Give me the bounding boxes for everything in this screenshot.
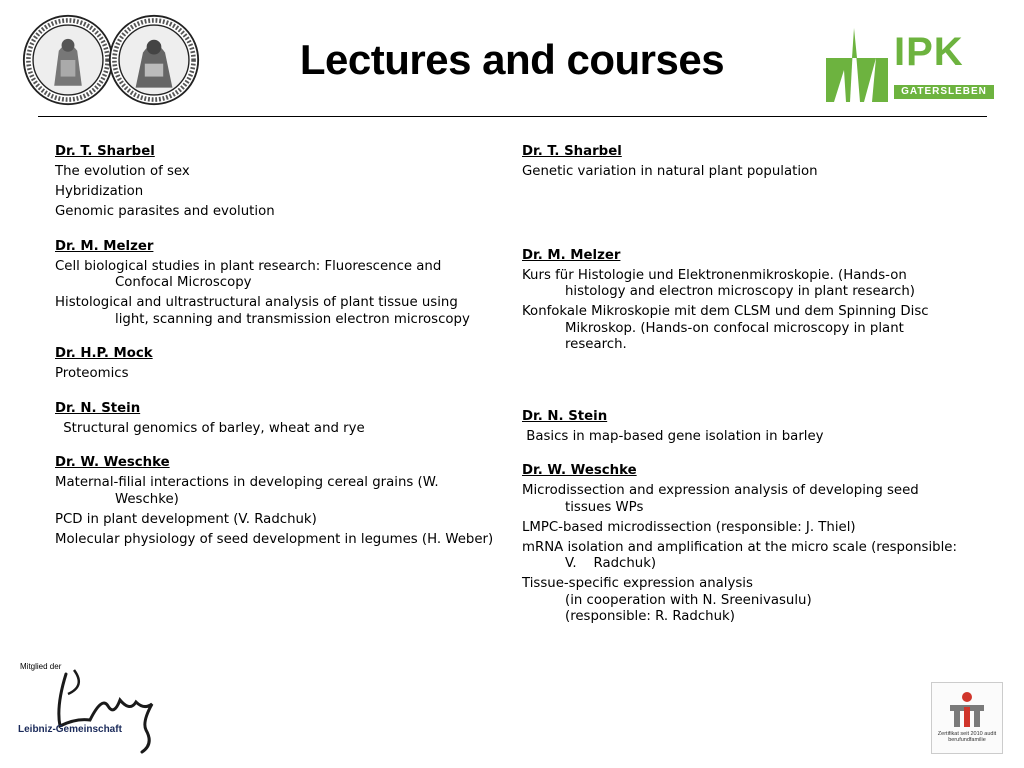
- course-item: Genetic variation in natural plant population: [522, 164, 818, 179]
- lecturer-name: Dr. M. Melzer: [522, 247, 621, 263]
- ipk-logo-text: IPK: [894, 30, 964, 74]
- lecturer-group-sharbel: [522, 144, 962, 181]
- course-item: Basics in map-based gene isolation in barley: [522, 428, 824, 444]
- leibniz-name: Leibniz-Gemeinschaft: [18, 724, 122, 735]
- lecturer-name: Dr. W. Weschke: [55, 455, 170, 470]
- lecturer-group-weschke: [522, 463, 962, 626]
- ipk-logo-subtitle: GATERSLEBEN: [894, 85, 994, 99]
- header-divider: [38, 116, 987, 117]
- audit-certificate-logo: [931, 682, 1003, 754]
- course-item: Tissue-specific expression analysis: [522, 576, 753, 591]
- page-title: Lectures and courses: [299, 36, 725, 83]
- course-item: PCD in plant development (V. Radchuk): [55, 511, 317, 527]
- lecturer-group-mock: [55, 346, 495, 383]
- course-item: Proteomics: [55, 366, 129, 381]
- lecturer-group-weschke: [55, 455, 495, 548]
- lecturer-group-melzer: [55, 239, 495, 329]
- course-item: Cell biological studies in plant research: Fluorescence and Confocal Microscopy: [55, 258, 442, 290]
- lecturer-name: Dr. N. Stein: [522, 408, 608, 424]
- course-item: The evolution of sex: [55, 164, 190, 179]
- lecturer-name: Dr. N. Stein: [55, 400, 141, 416]
- lecturer-name: Dr. T. Sharbel: [522, 144, 622, 159]
- course-item: Hybridization: [55, 184, 144, 199]
- course-item: Histological and ultrastructural analysis of plant tissue using light, scanning and transmission electron microscopy: [55, 295, 470, 327]
- grass-icon: [824, 28, 894, 104]
- course-item: Kurs für Histologie und Elektronenmikroskopie. (Hands-on histology and electron microscopy in plant research): [522, 267, 915, 299]
- lecturer-group-melzer: [522, 248, 962, 354]
- family-audit-icon: [946, 689, 988, 729]
- lecturer-name: Dr. T. Sharbel: [55, 144, 155, 159]
- course-item: Konfokale Mikroskopie mit dem CLSM und dem Spinning Disc Mikroskop. (Hands-on confocal microscopy in plant research.: [522, 304, 929, 352]
- lecturer-name: Dr. M. Melzer: [55, 238, 154, 254]
- course-item: Microdissection and expression analysis of developing seed tissues WPs: [522, 483, 919, 515]
- audit-caption: Zertifikat seit 2010 audit berufundfamilie: [937, 731, 997, 743]
- course-item: Maternal-filial interactions in developing cereal grains (W. Weschke): [55, 475, 439, 507]
- ipk-logo: [824, 28, 996, 104]
- course-item: Structural genomics of barley, wheat and rye: [59, 420, 365, 436]
- course-item: Genomic parasites and evolution: [55, 204, 275, 219]
- lecturer-group-stein: [55, 401, 495, 438]
- course-item: mRNA isolation and amplification at the micro scale (responsible: V. Radchuk): [522, 539, 962, 571]
- leibniz-signature-icon: [46, 666, 156, 756]
- lecturer-group-sharbel: [55, 144, 495, 221]
- leibniz-member-label: Mitglied der: [20, 662, 62, 671]
- lecturer-group-stein: [522, 409, 962, 446]
- course-item: Molecular physiology of seed development in legumes (H. Weber): [55, 531, 494, 547]
- leibniz-logo: [18, 662, 158, 757]
- left-column: [55, 144, 495, 566]
- lecturer-name: Dr. H.P. Mock: [55, 346, 153, 361]
- lecturer-name: Dr. W. Weschke: [522, 463, 637, 478]
- course-item-note: (responsible: R. Radchuk): [565, 609, 735, 624]
- course-item: LMPC-based microdissection (responsible: J. Thiel): [522, 519, 856, 535]
- course-item-note: (in cooperation with N. Sreenivasulu): [565, 592, 812, 608]
- right-column: [522, 144, 962, 644]
